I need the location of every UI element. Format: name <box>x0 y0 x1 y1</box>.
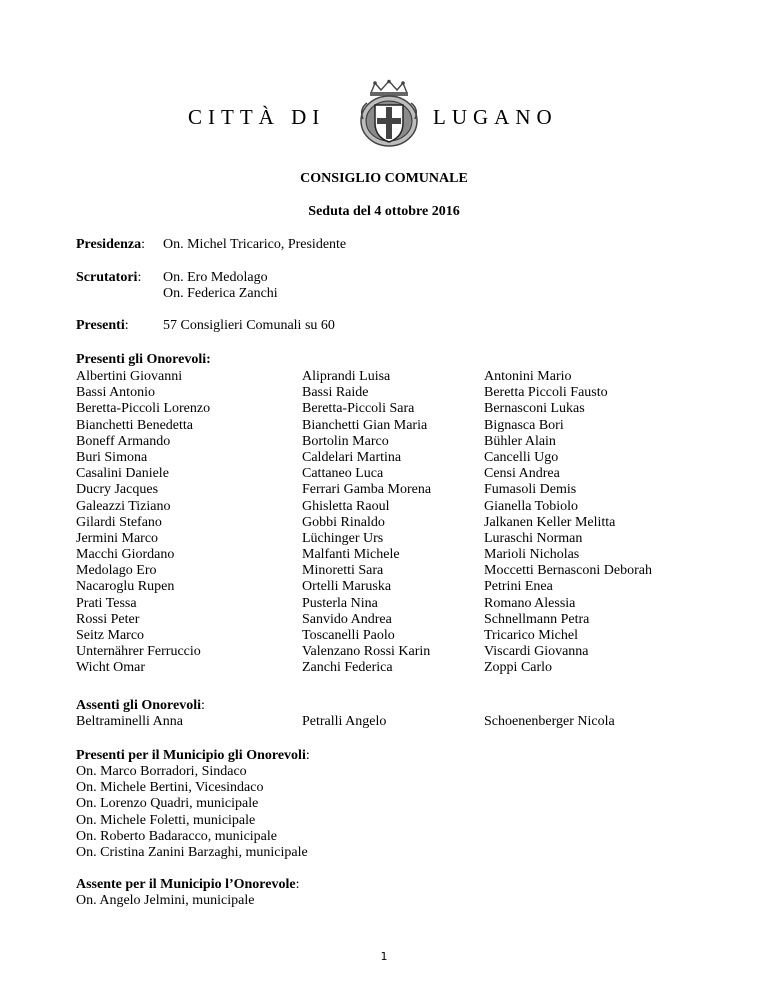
list-item: Cancelli Ugo <box>484 449 559 465</box>
list-item: Ortelli Maruska <box>302 579 392 595</box>
list-item: Sanvido Andrea <box>302 611 392 627</box>
list-item: Bortolin Marco <box>302 433 389 449</box>
list-item: Bianchetti Benedetta <box>76 417 194 433</box>
list-item: Beretta-Piccoli Sara <box>302 401 415 417</box>
municipio-assente-title: Assente per il Municipio l’Onorevole: <box>76 877 300 892</box>
list-item: Viscardi Giovanna <box>484 644 589 660</box>
presenti-onorevoli-title: Presenti gli Onorevoli: <box>76 352 211 367</box>
presenti-label: Presenti: <box>76 318 129 333</box>
municipio-presenti-title: Presenti per il Municipio gli Onorevoli: <box>76 748 310 763</box>
list-item: Jalkanen Keller Melitta <box>484 514 616 530</box>
list-item: Bassi Antonio <box>76 385 155 401</box>
list-item: Nacaroglu Rupen <box>76 579 175 595</box>
list-item: Ducry Jacques <box>76 482 159 498</box>
list-item: On. Lorenzo Quadri, municipale <box>76 796 259 812</box>
list-item: Lüchinger Urs <box>302 530 384 546</box>
list-item: Gobbi Rinaldo <box>302 514 385 530</box>
header-citta-di: CITTÀ DI <box>188 105 326 129</box>
session-date: Seduta del 4 ottobre 2016 <box>308 204 460 219</box>
list-item: Censi Andrea <box>484 466 560 482</box>
document-title: CONSIGLIO COMUNALE <box>300 171 468 186</box>
list-item: On. Marco Borradori, Sindaco <box>76 764 247 779</box>
list-item: Minoretti Sara <box>302 563 384 579</box>
list-item: Bianchetti Gian Maria <box>302 417 428 433</box>
scrutatore-1: On. Ero Medolago <box>163 270 268 285</box>
list-item: On. Michele Bertini, Vicesindaco <box>76 780 264 796</box>
municipio-presenti-list <box>76 764 308 861</box>
absent-councillor: Beltraminelli Anna <box>76 714 183 729</box>
list-item: Macchi Giordano <box>76 547 175 563</box>
list-item: Gianella Tobiolo <box>484 498 579 514</box>
councillors-column-1 <box>76 369 210 677</box>
list-item: Aliprandi Luisa <box>302 369 391 384</box>
list-item: Galeazzi Tiziano <box>76 498 171 514</box>
list-item: Bühler Alain <box>484 433 556 449</box>
list-item: Rossi Peter <box>76 611 140 627</box>
absent-councillor: Petralli Angelo <box>302 714 387 729</box>
list-item: On. Roberto Badaracco, municipale <box>76 828 277 844</box>
list-item: Pusterla Nina <box>302 595 378 611</box>
list-item: Tricarico Michel <box>484 628 578 643</box>
list-item: Jermini Marco <box>76 530 159 546</box>
list-item: Wicht Omar <box>76 660 146 676</box>
municipio-assente-name: On. Angelo Jelmini, municipale <box>76 893 255 908</box>
list-item: Fumasoli Demis <box>484 482 577 498</box>
list-item: Buri Simona <box>76 449 148 465</box>
presidenza-label: Presidenza: <box>76 237 145 252</box>
list-item: Gilardi Stefano <box>76 514 162 530</box>
list-item: Boneff Armando <box>76 433 171 449</box>
scrutatori-label: Scrutatori: <box>76 270 142 285</box>
list-item: Valenzano Rossi Karin <box>302 644 431 660</box>
list-item: Zoppi Carlo <box>484 660 553 676</box>
councillors-column-2 <box>302 369 431 677</box>
list-item: Unternährer Ferruccio <box>76 644 201 660</box>
lugano-coat-of-arms-icon <box>357 79 421 149</box>
list-item: On. Cristina Zanini Barzaghi, municipale <box>76 844 308 860</box>
list-item: Luraschi Norman <box>484 530 583 546</box>
presidenza-value: On. Michel Tricarico, Presidente <box>163 237 347 252</box>
presenti-value: 57 Consiglieri Comunali su 60 <box>163 318 335 333</box>
list-item: Marioli Nicholas <box>484 547 580 563</box>
list-item: Bassi Raide <box>302 385 369 401</box>
list-item: Ferrari Gamba Morena <box>302 482 432 498</box>
list-item: Cattaneo Luca <box>302 466 384 482</box>
list-item: Casalini Daniele <box>76 466 169 482</box>
list-item: Albertini Giovanni <box>76 369 183 384</box>
list-item: Caldelari Martina <box>302 449 402 465</box>
list-item: Ghisletta Raoul <box>302 498 390 514</box>
list-item: Petrini Enea <box>484 579 553 595</box>
list-item: Bernasconi Lukas <box>484 401 585 417</box>
absent-councillor: Schoenenberger Nicola <box>484 714 615 729</box>
scrutatore-2: On. Federica Zanchi <box>163 286 278 301</box>
list-item: Schnellmann Petra <box>484 611 590 627</box>
header-lugano: LUGANO <box>433 105 558 129</box>
list-item: Beretta Piccoli Fausto <box>484 385 608 401</box>
list-item: Toscanelli Paolo <box>302 628 395 643</box>
list-item: Moccetti Bernasconi Deborah <box>484 563 652 579</box>
councillors-column-3 <box>484 369 652 677</box>
list-item: Seitz Marco <box>76 628 145 643</box>
list-item: Zanchi Federica <box>302 660 393 676</box>
list-item: Prati Tessa <box>76 595 137 611</box>
list-item: Medolago Ero <box>76 563 157 579</box>
list-item: Antonini Mario <box>484 369 572 384</box>
list-item: Malfanti Michele <box>302 547 400 563</box>
list-item: Bignasca Bori <box>484 417 564 433</box>
assenti-title: Assenti gli Onorevoli: <box>76 698 205 713</box>
page-number: 1 <box>380 950 388 963</box>
list-item: Beretta-Piccoli Lorenzo <box>76 401 211 417</box>
list-item: Romano Alessia <box>484 595 576 611</box>
list-item: On. Michele Foletti, municipale <box>76 812 256 828</box>
